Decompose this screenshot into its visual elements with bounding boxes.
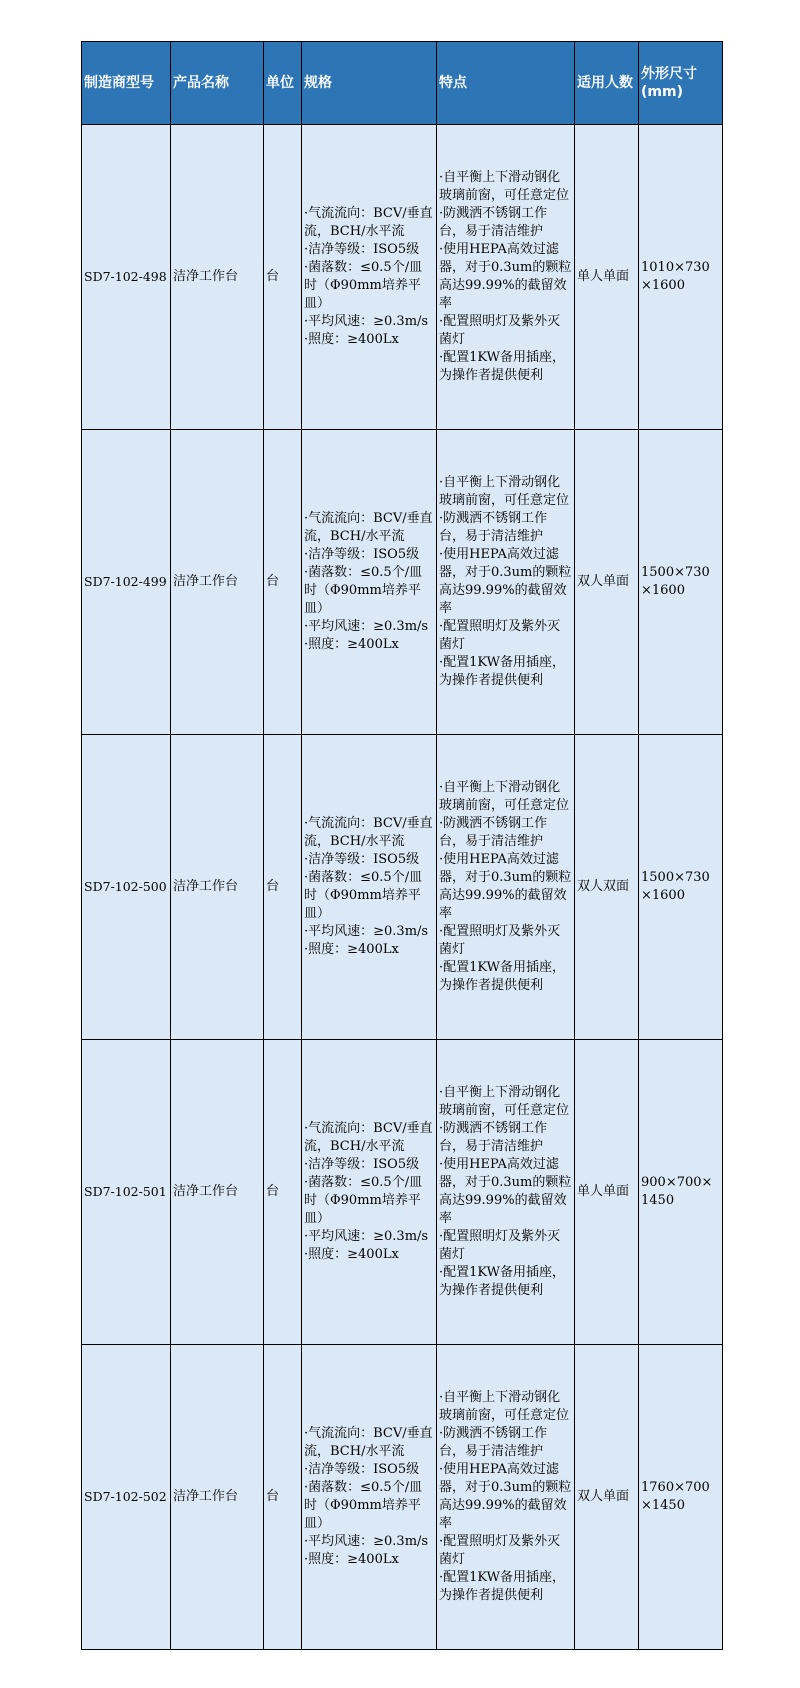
cell-size: 1500×730×1600 bbox=[639, 735, 723, 1040]
cell-spec bbox=[302, 1040, 437, 1345]
feature-line: ·配置照明灯及紫外灭菌灯 bbox=[439, 1534, 561, 1567]
spec-line: ·照度：≥400Lx bbox=[304, 332, 399, 347]
cell-product-name: 洁净工作台 bbox=[171, 430, 264, 735]
cell-features bbox=[437, 735, 575, 1040]
spec-line: ·平均风速：≥0.3m/s bbox=[304, 314, 429, 329]
cell-features bbox=[437, 1345, 575, 1650]
cell-unit: 台 bbox=[264, 1040, 302, 1345]
cell-unit: 台 bbox=[264, 125, 302, 430]
column-header-spec: 规格 bbox=[302, 42, 437, 125]
feature-line: ·使用HEPA高效过滤器，对于0.3um的颗粒高达99.99%的截留效率 bbox=[439, 1462, 572, 1531]
spec-line: ·洁净等级：ISO5级 bbox=[304, 1462, 420, 1477]
spec-line: ·菌落数：≤0.5个/皿时（Φ90mm培养平皿） bbox=[304, 1480, 423, 1531]
feature-line: ·使用HEPA高效过滤器，对于0.3um的颗粒高达99.99%的截留效率 bbox=[439, 852, 572, 921]
feature-line: ·配置1KW备用插座，为操作者提供便利 bbox=[439, 350, 566, 383]
cell-size: 1760×700×1450 bbox=[639, 1345, 723, 1650]
product-spec-table bbox=[81, 41, 723, 1650]
cell-size: 1500×730×1600 bbox=[639, 430, 723, 735]
cell-capacity: 单人单面 bbox=[575, 1040, 639, 1345]
spec-line: ·平均风速：≥0.3m/s bbox=[304, 924, 429, 939]
cell-capacity: 双人单面 bbox=[575, 430, 639, 735]
cell-model: SD7-102-500 bbox=[82, 735, 171, 1040]
cell-spec bbox=[302, 735, 437, 1040]
feature-line: ·配置照明灯及紫外灭菌灯 bbox=[439, 1229, 561, 1262]
feature-line: ·配置1KW备用插座，为操作者提供便利 bbox=[439, 1570, 566, 1603]
table-row bbox=[82, 430, 723, 735]
feature-line: ·配置照明灯及紫外灭菌灯 bbox=[439, 924, 561, 957]
table-body bbox=[82, 125, 723, 1650]
feature-line: ·防溅洒不锈钢工作台，易于清洁维护 bbox=[439, 206, 548, 239]
cell-size: 900×700×1450 bbox=[639, 1040, 723, 1345]
spec-line: ·菌落数：≤0.5个/皿时（Φ90mm培养平皿） bbox=[304, 1175, 423, 1226]
spec-line: ·平均风速：≥0.3m/s bbox=[304, 1229, 429, 1244]
column-header-product-name: 产品名称 bbox=[171, 42, 264, 125]
cell-product-name: 洁净工作台 bbox=[171, 735, 264, 1040]
cell-unit: 台 bbox=[264, 430, 302, 735]
feature-line: ·防溅洒不锈钢工作台，易于清洁维护 bbox=[439, 816, 548, 849]
spec-line: ·平均风速：≥0.3m/s bbox=[304, 1534, 429, 1549]
spec-line: ·照度：≥400Lx bbox=[304, 637, 399, 652]
spec-line: ·气流流向：BCV/垂直流，BCH/水平流 bbox=[304, 206, 433, 239]
table-row bbox=[82, 125, 723, 430]
feature-line: ·配置照明灯及紫外灭菌灯 bbox=[439, 314, 561, 347]
spec-line: ·洁净等级：ISO5级 bbox=[304, 547, 420, 562]
cell-spec bbox=[302, 1345, 437, 1650]
feature-line: ·自平衡上下滑动钢化玻璃前窗，可任意定位 bbox=[439, 780, 570, 813]
column-header-size: 外形尺寸(mm) bbox=[639, 42, 723, 125]
cell-unit: 台 bbox=[264, 1345, 302, 1650]
spec-line: ·菌落数：≤0.5个/皿时（Φ90mm培养平皿） bbox=[304, 870, 423, 921]
cell-unit: 台 bbox=[264, 735, 302, 1040]
column-header-unit: 单位 bbox=[264, 42, 302, 125]
spec-line: ·照度：≥400Lx bbox=[304, 1552, 399, 1567]
column-header-features: 特点 bbox=[437, 42, 575, 125]
cell-model: SD7-102-498 bbox=[82, 125, 171, 430]
cell-spec bbox=[302, 125, 437, 430]
feature-line: ·自平衡上下滑动钢化玻璃前窗，可任意定位 bbox=[439, 170, 570, 203]
cell-capacity: 双人双面 bbox=[575, 735, 639, 1040]
cell-features bbox=[437, 430, 575, 735]
column-header-capacity: 适用人数 bbox=[575, 42, 639, 125]
spec-line: ·洁净等级：ISO5级 bbox=[304, 1157, 420, 1172]
feature-line: ·配置1KW备用插座，为操作者提供便利 bbox=[439, 655, 566, 688]
cell-model: SD7-102-499 bbox=[82, 430, 171, 735]
cell-spec bbox=[302, 430, 437, 735]
table-row bbox=[82, 1040, 723, 1345]
feature-line: ·配置1KW备用插座，为操作者提供便利 bbox=[439, 960, 566, 993]
cell-product-name: 洁净工作台 bbox=[171, 1345, 264, 1650]
spec-line: ·洁净等级：ISO5级 bbox=[304, 242, 420, 257]
spec-line: ·平均风速：≥0.3m/s bbox=[304, 619, 429, 634]
table-row bbox=[82, 735, 723, 1040]
spec-line: ·照度：≥400Lx bbox=[304, 1247, 399, 1262]
spec-line: ·气流流向：BCV/垂直流，BCH/水平流 bbox=[304, 816, 433, 849]
column-header-model: 制造商型号 bbox=[82, 42, 171, 125]
feature-line: ·自平衡上下滑动钢化玻璃前窗，可任意定位 bbox=[439, 1085, 570, 1118]
spec-line: ·洁净等级：ISO5级 bbox=[304, 852, 420, 867]
feature-line: ·防溅洒不锈钢工作台，易于清洁维护 bbox=[439, 1426, 548, 1459]
feature-line: ·使用HEPA高效过滤器，对于0.3um的颗粒高达99.99%的截留效率 bbox=[439, 547, 572, 616]
table-header-row bbox=[82, 42, 723, 125]
spec-line: ·照度：≥400Lx bbox=[304, 942, 399, 957]
spec-line: ·气流流向：BCV/垂直流，BCH/水平流 bbox=[304, 511, 433, 544]
spec-line: ·气流流向：BCV/垂直流，BCH/水平流 bbox=[304, 1121, 433, 1154]
spec-line: ·菌落数：≤0.5个/皿时（Φ90mm培养平皿） bbox=[304, 260, 423, 311]
feature-line: ·防溅洒不锈钢工作台，易于清洁维护 bbox=[439, 1121, 548, 1154]
feature-line: ·配置照明灯及紫外灭菌灯 bbox=[439, 619, 561, 652]
cell-features bbox=[437, 1040, 575, 1345]
product-table-container bbox=[81, 41, 723, 1650]
feature-line: ·使用HEPA高效过滤器，对于0.3um的颗粒高达99.99%的截留效率 bbox=[439, 1157, 572, 1226]
cell-product-name: 洁净工作台 bbox=[171, 1040, 264, 1345]
spec-line: ·菌落数：≤0.5个/皿时（Φ90mm培养平皿） bbox=[304, 565, 423, 616]
cell-size: 1010×730×1600 bbox=[639, 125, 723, 430]
cell-product-name: 洁净工作台 bbox=[171, 125, 264, 430]
feature-line: ·自平衡上下滑动钢化玻璃前窗，可任意定位 bbox=[439, 475, 570, 508]
feature-line: ·配置1KW备用插座，为操作者提供便利 bbox=[439, 1265, 566, 1298]
cell-capacity: 双人单面 bbox=[575, 1345, 639, 1650]
cell-features bbox=[437, 125, 575, 430]
cell-capacity: 单人单面 bbox=[575, 125, 639, 430]
feature-line: ·防溅洒不锈钢工作台，易于清洁维护 bbox=[439, 511, 548, 544]
table-row bbox=[82, 1345, 723, 1650]
spec-line: ·气流流向：BCV/垂直流，BCH/水平流 bbox=[304, 1426, 433, 1459]
cell-model: SD7-102-502 bbox=[82, 1345, 171, 1650]
feature-line: ·使用HEPA高效过滤器，对于0.3um的颗粒高达99.99%的截留效率 bbox=[439, 242, 572, 311]
feature-line: ·自平衡上下滑动钢化玻璃前窗，可任意定位 bbox=[439, 1390, 570, 1423]
cell-model: SD7-102-501 bbox=[82, 1040, 171, 1345]
